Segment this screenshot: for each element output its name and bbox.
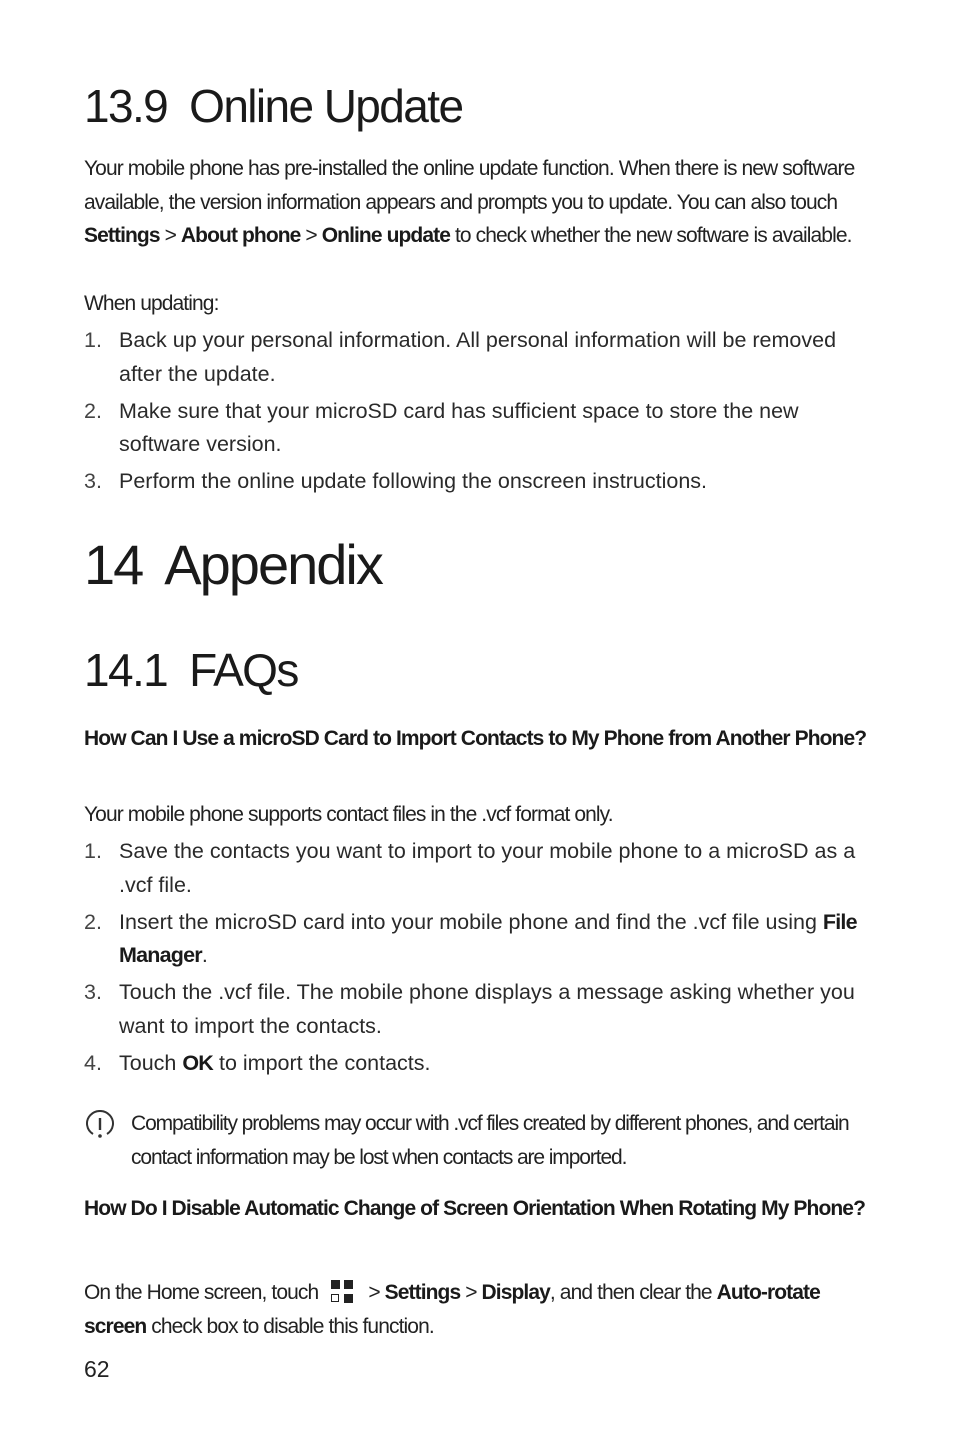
list-number: 3. xyxy=(84,980,102,1004)
separator: > xyxy=(300,224,322,248)
list-item xyxy=(84,324,874,391)
file-manager-label: File Manager xyxy=(119,909,857,967)
when-updating-label: When updating: xyxy=(84,292,219,315)
chapter-heading-14 xyxy=(84,532,382,598)
list-text: . xyxy=(201,943,208,967)
list-text: Save the contacts you want to import to your mobile phone to a microSD as a .vcf file. xyxy=(119,839,856,897)
list-item xyxy=(84,1047,874,1081)
list-text: Touch xyxy=(119,1050,183,1075)
chapter-number: 14 xyxy=(84,533,143,596)
list-text: Perform the online update following the onscreen instructions. xyxy=(119,469,708,493)
online-update-label: Online update xyxy=(321,224,451,248)
list-text: Make sure that your microSD card has sufficient space to store the new software version. xyxy=(119,398,799,456)
list-number: 4. xyxy=(84,1050,102,1075)
auto-rotate-label: Auto-rotate screen xyxy=(84,1281,820,1338)
settings-label: Settings xyxy=(84,224,160,248)
list-item xyxy=(84,976,874,1043)
list-number: 2. xyxy=(84,909,102,934)
section-heading-13-9 xyxy=(84,78,462,134)
list-item xyxy=(84,906,874,973)
separator: > xyxy=(460,1281,482,1304)
intro-text: to check whether the new software is available. xyxy=(450,224,852,248)
compatibility-note xyxy=(84,1107,874,1174)
answer-text: , and then clear the xyxy=(549,1281,717,1304)
list-item xyxy=(84,395,874,462)
faq-question-heading: How Do I Disable Automatic Change of Screen Orientation When Rotating My Phone? xyxy=(84,1197,866,1220)
section-number: 14.1 xyxy=(84,644,168,696)
online-update-intro xyxy=(84,152,884,253)
list-item xyxy=(84,835,874,902)
section-title: FAQs xyxy=(189,644,298,696)
list-text: Back up your personal information. All personal information will be removed after the update. xyxy=(119,328,837,386)
alert-circle-icon xyxy=(84,1110,116,1140)
list-number: 2. xyxy=(84,398,102,423)
separator: > xyxy=(159,224,181,248)
list-text: Insert the microSD card into your mobile phone and find the .vcf file using xyxy=(119,909,823,934)
settings-label: Settings xyxy=(384,1281,461,1304)
intro-text: Your mobile phone has pre-installed the online update function. When there is new software available, the version information appears and prompts you to update. You can also touch xyxy=(84,157,855,214)
list-text: to import the contacts. xyxy=(213,1050,431,1075)
import-steps-list xyxy=(84,835,874,1084)
section-title: Online Update xyxy=(189,80,463,132)
list-number: 1. xyxy=(84,839,102,863)
answer-text: check box to disable this function. xyxy=(146,1314,434,1338)
separator: > xyxy=(368,1281,385,1304)
answer-text: On the Home screen, touch xyxy=(84,1281,319,1304)
list-number: 3. xyxy=(84,469,102,493)
list-number: 1. xyxy=(84,328,102,352)
chapter-title: Appendix xyxy=(164,533,382,596)
display-label: Display xyxy=(481,1281,550,1304)
page-number: 62 xyxy=(84,1356,110,1382)
faq-intro: Your mobile phone supports contact files in the .vcf format only. xyxy=(84,803,613,826)
ok-label: OK xyxy=(182,1050,214,1075)
update-steps-list xyxy=(84,324,874,502)
list-item xyxy=(84,465,874,499)
about-phone-label: About phone xyxy=(180,224,301,248)
section-heading-14-1 xyxy=(84,642,298,698)
note-text: Compatibility problems may occur with .vcf files created by different phones, and certain contact information may be lost when contacts are imported. xyxy=(131,1112,849,1169)
screen-orientation-answer xyxy=(84,1276,884,1343)
faq-question-heading: How Can I Use a microSD Card to Import Contacts to My Phone from Another Phone? xyxy=(84,727,867,750)
app-grid-icon xyxy=(330,1280,354,1304)
section-number: 13.9 xyxy=(84,80,168,132)
list-text: Touch the .vcf file. The mobile phone displays a message asking whether you want to import the contacts. xyxy=(119,980,855,1038)
